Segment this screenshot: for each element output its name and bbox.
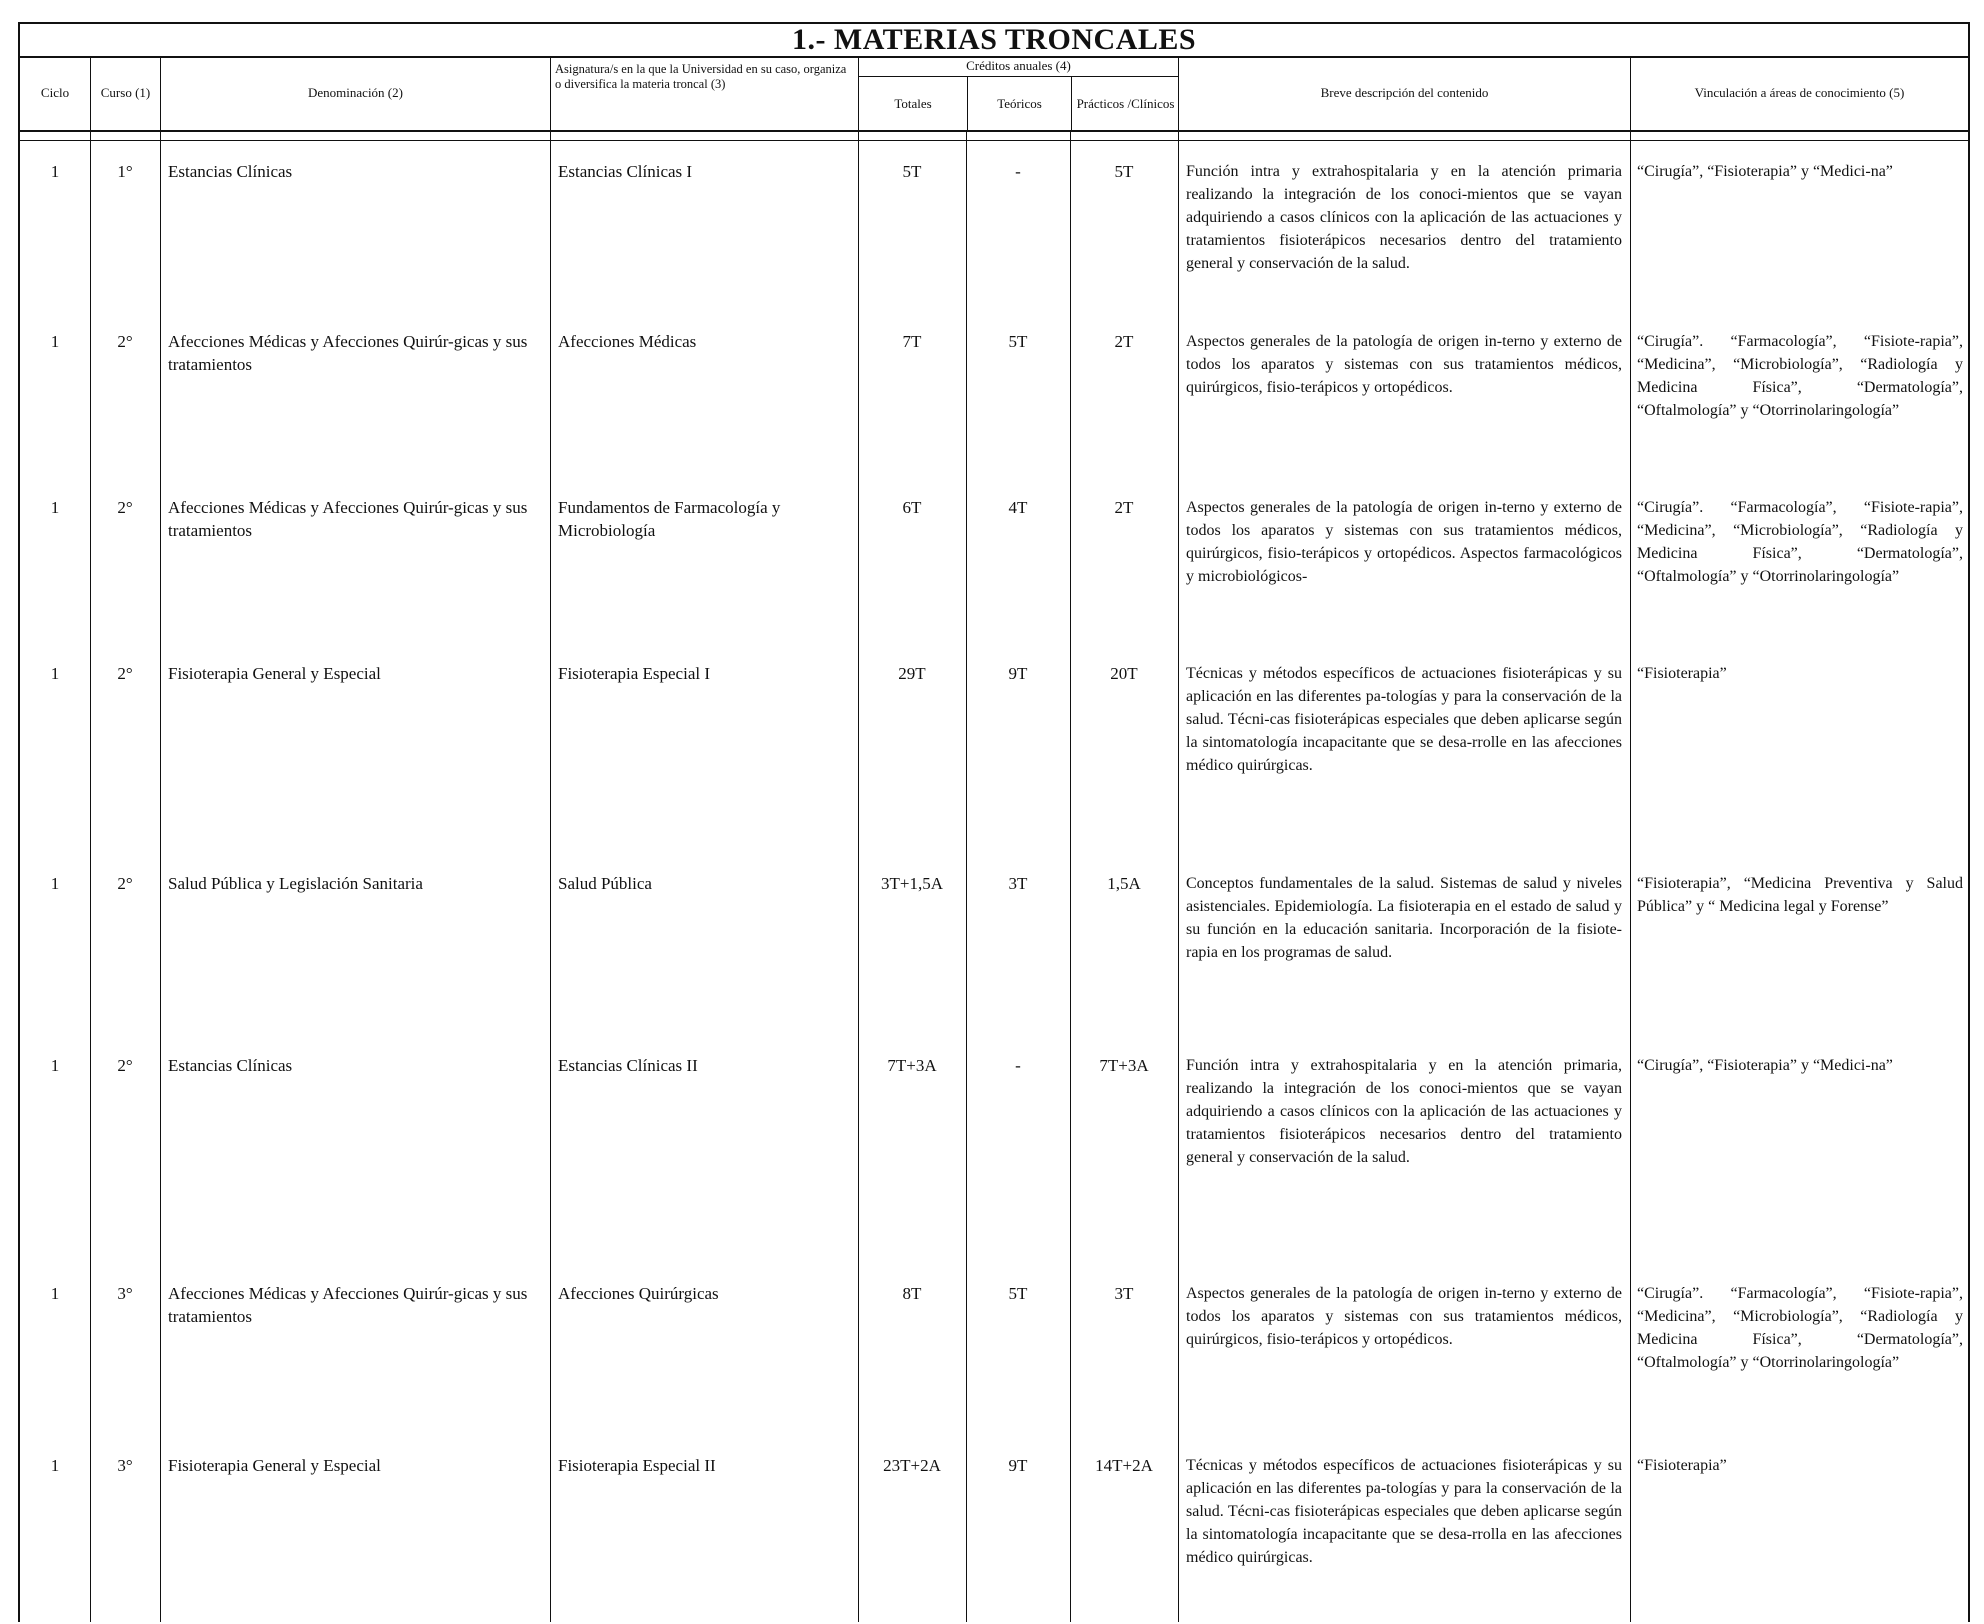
cell-descripcion: Técnicas y métodos específicos de actuaciones fisioterápicas y su aplicación en las diferentes pa-tologías y para la conservación de la salud. Técni-cas fisioterápicas especiales que deben aplicarse según la sintomatología incapacitante que se desa-rrolle en las afecciones médico quirúrgicas. <box>1186 665 1622 774</box>
cell-asignatura: Afecciones Médicas <box>558 332 697 351</box>
header-rule <box>20 140 1968 141</box>
header-denominacion: Denominación (2) <box>160 56 550 130</box>
cell-teoricos: 9T <box>1008 664 1028 683</box>
cell-asignatura: Afecciones Quirúrgicas <box>558 1284 719 1303</box>
cell-practicos: 3T <box>1114 1284 1134 1303</box>
cell-vinculacion: “Fisioterapia” <box>1637 1457 1727 1474</box>
table-header <box>18 56 1970 132</box>
cell-ciclo: 1 <box>50 874 60 893</box>
header-creditos: Créditos anuales (4) <box>859 56 1178 77</box>
cell-vinculacion: “Fisioterapia”, “Medicina Preventiva y Salud Pública” y “ Medicina legal y Forense” <box>1637 875 1963 915</box>
cell-denominacion: Afecciones Médicas y Afecciones Quirúr-gicas y sus tratamientos <box>168 1284 528 1326</box>
header-teoricos: Teóricos <box>967 76 1071 130</box>
cell-asignatura: Estancias Clínicas II <box>558 1056 698 1075</box>
cell-curso: 3° <box>117 1284 133 1303</box>
cell-totales: 7T+3A <box>887 1056 937 1075</box>
cell-denominacion: Salud Pública y Legislación Sanitaria <box>168 874 423 893</box>
cell-ciclo: 1 <box>50 332 60 351</box>
cell-practicos: 5T <box>1114 162 1134 181</box>
cell-curso: 2° <box>117 874 133 893</box>
cell-vinculacion: “Cirugía”, “Fisioterapia” y “Medici-na” <box>1637 1057 1893 1074</box>
header-totales: Totales <box>894 95 932 111</box>
cell-practicos: 1,5A <box>1107 874 1141 893</box>
cell-vinculacion: “Cirugía”. “Farmacología”, “Fisiote-rapia”, “Medicina”, “Microbiología”, “Radiología y Medicina Física”, “Dermatología”, “Oftalmología” y “Otorrinolaringología” <box>1637 1285 1963 1371</box>
cell-denominacion: Estancias Clínicas <box>168 162 293 181</box>
cell-ciclo: 1 <box>50 1456 60 1475</box>
cell-asignatura: Salud Pública <box>558 874 652 893</box>
column-divider <box>1178 130 1179 1622</box>
page-title: 1.- MATERIAS TRONCALES <box>18 22 1970 58</box>
cell-teoricos: 9T <box>1008 1456 1028 1475</box>
cell-asignatura: Fundamentos de Farmacología y Microbiología <box>558 498 781 540</box>
header-vinculacion: Vinculación a áreas de conocimiento (5) <box>1630 56 1968 130</box>
cell-asignatura: Fisioterapia Especial II <box>558 1456 716 1475</box>
cell-curso: 2° <box>117 664 133 683</box>
cell-vinculacion: “Fisioterapia” <box>1637 665 1727 682</box>
cell-curso: 2° <box>117 1056 133 1075</box>
cell-denominacion: Afecciones Médicas y Afecciones Quirúr-gicas y sus tratamientos <box>168 332 528 374</box>
cell-curso: 2° <box>117 498 133 517</box>
cell-asignatura: Estancias Clínicas I <box>558 162 693 181</box>
cell-totales: 8T <box>902 1284 922 1303</box>
cell-descripcion: Aspectos generales de la patología de origen in-terno y externo de todos los aparatos y sistemas con sus tratamientos médicos, quirúrgicos, fisio-terápicos y ortopédicos. Aspectos farmacológicos y microbiológicos- <box>1186 499 1622 585</box>
cell-curso: 2° <box>117 332 133 351</box>
table-body <box>18 130 1970 1622</box>
cell-ciclo: 1 <box>50 498 60 517</box>
cell-teoricos: - <box>1015 1056 1021 1075</box>
cell-practicos: 14T+2A <box>1095 1456 1153 1475</box>
cell-totales: 6T <box>902 498 922 517</box>
cell-teoricos: 5T <box>1008 332 1028 351</box>
cell-teoricos: 4T <box>1008 498 1028 517</box>
header-curso: Curso (1) <box>90 56 160 130</box>
cell-vinculacion: “Cirugía”. “Farmacología”, “Fisiote-rapia”, “Medicina”, “Microbiología”, “Radiología y Medicina Física”, “Dermatología”, “Oftalmología” y “Otorrinolaringología” <box>1637 499 1963 585</box>
cell-practicos: 2T <box>1114 332 1134 351</box>
cell-vinculacion: “Cirugía”, “Fisioterapia” y “Medici-na” <box>1637 163 1893 180</box>
header-creditos-group <box>858 56 1178 130</box>
cell-vinculacion: “Cirugía”. “Farmacología”, “Fisiote-rapia”, “Medicina”, “Microbiología”, “Radiología y Medicina Física”, “Dermatología”, “Oftalmología” y “Otorrinolaringología” <box>1637 333 1963 419</box>
cell-practicos: 7T+3A <box>1099 1056 1149 1075</box>
cell-practicos: 20T <box>1110 664 1138 683</box>
cell-descripcion: Función intra y extrahospitalaria y en la atención primaria, realizando la integración de los conoci-mientos que se vayan adquiriendo a casos clínicos con la aplicación de las actuaciones y tratamientos fisioterápicos necesarios dentro del tratamiento general y conservación de la salud. <box>1186 1057 1622 1166</box>
cell-teoricos: 3T <box>1008 874 1028 893</box>
cell-denominacion: Afecciones Médicas y Afecciones Quirúr-gicas y sus tratamientos <box>168 498 528 540</box>
cell-descripcion: Técnicas y métodos específicos de actuaciones fisioterápicas y su aplicación en las diferentes pa-tologías y para la conservación de la salud. Técni-cas fisioterápicas especiales que deben aplicarse según la sintomatología incapacitante que se desa-rrolla en las afecciones médico quirúrgicas. <box>1186 1457 1622 1566</box>
cell-totales: 3T+1,5A <box>881 874 943 893</box>
cell-ciclo: 1 <box>50 664 60 683</box>
cell-asignatura: Fisioterapia Especial I <box>558 664 711 683</box>
cell-teoricos: 5T <box>1008 1284 1028 1303</box>
cell-ciclo: 1 <box>50 162 60 181</box>
cell-denominacion: Fisioterapia General y Especial <box>168 664 381 683</box>
document-page <box>18 22 1968 1622</box>
cell-descripcion: Aspectos generales de la patología de origen in-terno y externo de todos los aparatos y sistemas con sus tratamientos médicos, quirúrgicos, fisio-terápicos y ortopédicos. <box>1186 1285 1622 1348</box>
cell-practicos: 2T <box>1114 498 1134 517</box>
column-divider <box>1630 130 1631 1622</box>
cell-ciclo: 1 <box>50 1284 60 1303</box>
cell-teoricos: - <box>1015 162 1021 181</box>
column-divider <box>550 130 551 1622</box>
cell-totales: 5T <box>902 162 922 181</box>
cell-descripcion: Función intra y extrahospitalaria y en la atención primaria realizando la integración de los conoci-mientos que se vayan adquiriendo a casos clínicos con la aplicación de las actuaciones y tratamientos fisioterápicos necesarios dentro del tratamiento general y conservación de la salud. <box>1186 163 1622 272</box>
cell-descripcion: Aspectos generales de la patología de origen in-terno y externo de todos los aparatos y sistemas con sus tratamientos médicos, quirúrgicos, fisio-terápicos y ortopédicos. <box>1186 333 1622 396</box>
header-asignatura: Asignatura/s en la que la Universidad en su caso, organiza o diversifica la materia troncal (3) <box>550 56 858 130</box>
header-ciclo: Ciclo <box>40 85 70 100</box>
header-practicos: Prácticos /Clínicos <box>1071 76 1179 130</box>
cell-curso: 1° <box>117 162 133 181</box>
cell-denominacion: Estancias Clínicas <box>168 1056 293 1075</box>
cell-totales: 29T <box>898 664 926 683</box>
column-divider <box>160 130 161 1622</box>
cell-ciclo: 1 <box>50 1056 60 1075</box>
cell-totales: 23T+2A <box>883 1456 941 1475</box>
cell-denominacion: Fisioterapia General y Especial <box>168 1456 381 1475</box>
header-descripcion: Breve descripción del contenido <box>1178 56 1630 130</box>
cell-totales: 7T <box>902 332 922 351</box>
cell-descripcion: Conceptos fundamentales de la salud. Sistemas de salud y niveles asistenciales. Epidemiología. La fisioterapia en el estado de salud y su función en la educación sanitaria. Incorporación de la fisiote-rapia en los programas de salud. <box>1186 875 1622 961</box>
cell-curso: 3° <box>117 1456 133 1475</box>
